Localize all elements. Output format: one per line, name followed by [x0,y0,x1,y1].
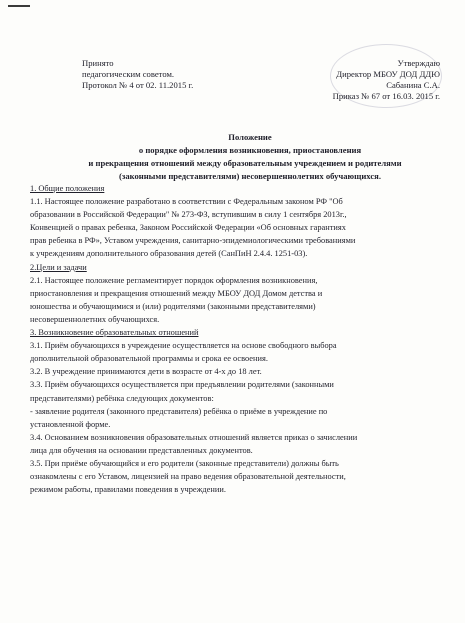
body-line: юношества и обучающимися и (или) родителями (законными представителями) [30,301,316,311]
body-line: образовании в Российской Федерации" № 273-ФЗ, вступившим в силу 1 сентября 2013г., [30,210,347,220]
section-heading: 1. Общие положения [30,184,105,193]
corner-mark [8,5,30,7]
body-line: 2.1. Настоящее положение регламентирует порядок оформления возникновения, [30,275,318,285]
body-line: режимом работы, правилами поведения в учреждении. [30,485,226,495]
body-line: Конвенцией о правах ребенка, Законом Российской Федерации «Об основных гарантиях [30,223,346,233]
body-line: 3.3. Приём обучающихся осуществляется при предъявлении родителями (законными [30,380,334,390]
body-line: 1.1. Настоящее положение разработано в соответствии с Федеральным законом РФ "Об [30,197,343,207]
title-line: (законными представителями) несовершеннолетних обучающихся. [119,171,381,181]
body-line: 3.5. При приёме обучающийся и его родители (законные представители) должны быть [30,458,339,468]
body-line: установленной форме. [30,419,111,429]
body-line: несовершеннолетних обучающихся. [30,314,160,324]
accepted-line: педагогическим советом. [82,69,175,79]
section-heading: 3. Возникновение образовательных отношений [30,328,199,338]
body-line: представителями) ребёнка следующих документов: [30,393,214,403]
accepted-line: Принято [82,58,114,68]
document-title [30,131,465,183]
title-line: и прекращения отношений между образовательным учреждением и родителями [88,158,402,168]
accepted-block [82,58,193,91]
body-line: к учреждениям дополнительного образования детей (СанПиН 2.4.4. 1251-03). [30,249,308,259]
approved-block [310,58,440,102]
body-line: прав ребенка в РФ», Уставом учреждения, санитарно-эпидемиологическими требованиями [30,236,356,246]
body-line: - заявление родителя (законного представителя) ребёнка о приёме в учреждение по [30,406,328,416]
body-line: 3.2. В учреждение принимаются дети в возрасте от 4-х до 18 лет. [30,367,262,377]
body-line: 3.1. Приём обучающихся в учреждение осуществляется на основе свободного выбора [30,341,337,351]
body-line: лица для обучения на основании представленных документов. [30,445,253,455]
accepted-line: Протокол № 4 от 02. 11.2015 г. [82,80,194,90]
title-line: Положение [228,132,272,142]
approved-line: Приказ № 67 от 16.03. 2015 г. [332,91,440,101]
body-line: дополнительной образовательной программы и срока ее освоения. [30,354,268,364]
approved-line: Сабанина С.А. [386,80,440,90]
body-line: ознакомлены с его Уставом, лицензией на право ведения образовательной деятельности, [30,472,346,482]
body-line: приостановления и прекращения отношений между МБОУ ДОД Домом детства и [30,288,323,298]
section-heading: 2.Цели и задачи [30,262,87,272]
approved-line: Утверждаю [397,58,440,68]
document-body [30,182,450,496]
body-line: 3.4. Основанием возникновения образовательных отношений является приказ о зачислении [30,432,358,442]
approved-line: Директор МБОУ ДОД ДДЮ [336,69,440,79]
title-line: о порядке оформления возникновения, приостановления [138,145,362,155]
